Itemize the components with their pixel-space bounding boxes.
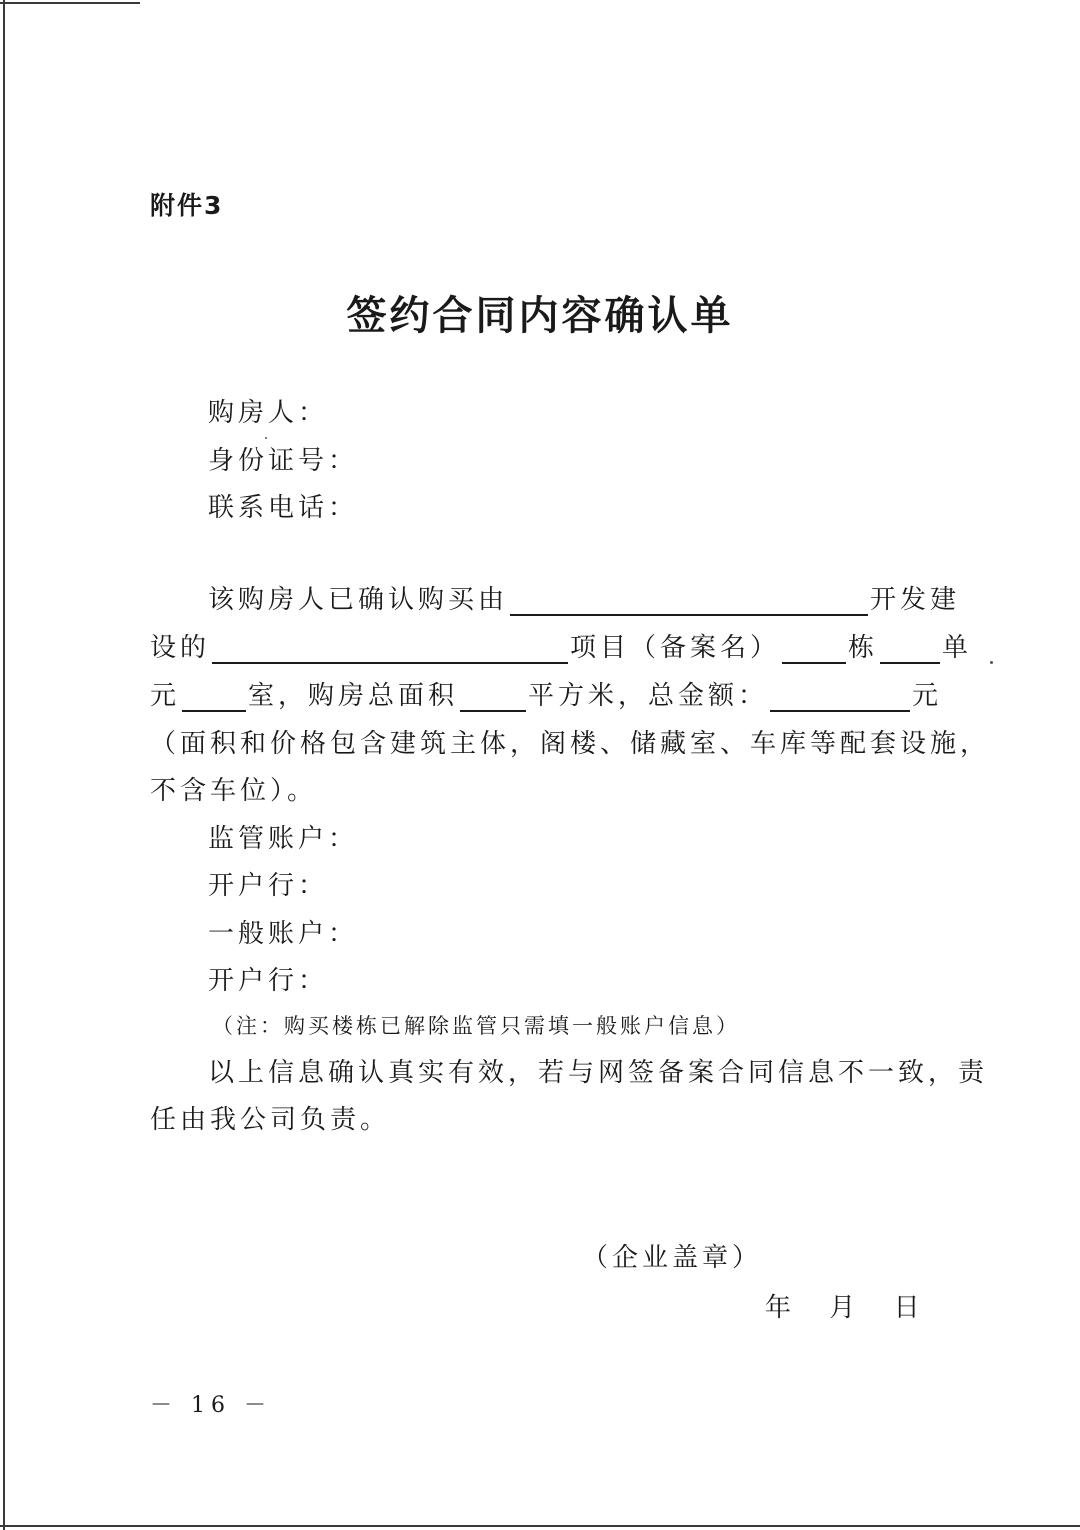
date-month: 月 <box>829 1293 856 1323</box>
statement-line-1 <box>208 579 960 616</box>
phone-field: 联系电话： <box>208 493 359 523</box>
confirmation-line-1: 以上信息确认真实有效，若与网签备案合同信息不一致，责 <box>208 1058 989 1088</box>
statement-text: 元 <box>150 681 181 711</box>
buyer-field: 购房人： <box>208 398 329 428</box>
id-number-field: 身份证号： <box>208 446 359 476</box>
company-seal-label: （企业盖章） <box>582 1243 763 1273</box>
attachment-label: 附件3 <box>150 191 224 220</box>
statement-text: 单 <box>942 633 973 663</box>
page-number: － 16 － <box>150 1393 272 1418</box>
statement-text: 栋 <box>848 633 879 663</box>
statement-text: 开发建 <box>870 585 961 615</box>
scan-speck <box>265 437 267 439</box>
supervised-bank-field: 开户行： <box>208 871 329 901</box>
project-blank <box>212 634 568 664</box>
page-border-left <box>3 0 5 1530</box>
date-day: 日 <box>893 1293 920 1323</box>
statement-line-3 <box>150 675 942 712</box>
unit-blank <box>880 634 940 664</box>
statement-line-2 <box>150 627 972 664</box>
general-bank-field: 开户行： <box>208 966 329 996</box>
date-line <box>765 1287 950 1324</box>
statement-text: 该购房人已确认购买由 <box>208 585 509 615</box>
statement-text: 设的 <box>150 633 211 663</box>
confirmation-line-2: 任由我公司负责。 <box>150 1105 391 1135</box>
scan-speck <box>990 661 993 664</box>
developer-blank <box>510 586 868 616</box>
room-blank <box>182 682 246 712</box>
page-border-top <box>0 2 140 4</box>
page-border-bottom <box>0 1525 1080 1527</box>
area-blank <box>460 682 526 712</box>
statement-text: 项目（备案名） <box>570 633 781 663</box>
statement-line-5: 不含车位）。 <box>150 776 318 806</box>
building-blank <box>782 634 846 664</box>
statement-text: 元 <box>912 681 943 711</box>
statement-text: 室，购房总面积 <box>248 681 459 711</box>
statement-text: 平方米，总金额： <box>528 681 769 711</box>
general-account-field: 一般账户： <box>208 919 359 949</box>
account-note: （注：购买楼栋已解除监管只需填一般账户信息） <box>212 1014 740 1038</box>
date-year: 年 <box>765 1293 792 1323</box>
document-title: 签约合同内容确认单 <box>346 292 734 339</box>
amount-blank <box>770 682 910 712</box>
supervised-account-field: 监管账户： <box>208 824 359 854</box>
statement-line-4: （面积和价格包含建筑主体，阁楼、储藏室、车库等配套设施， <box>150 729 991 759</box>
